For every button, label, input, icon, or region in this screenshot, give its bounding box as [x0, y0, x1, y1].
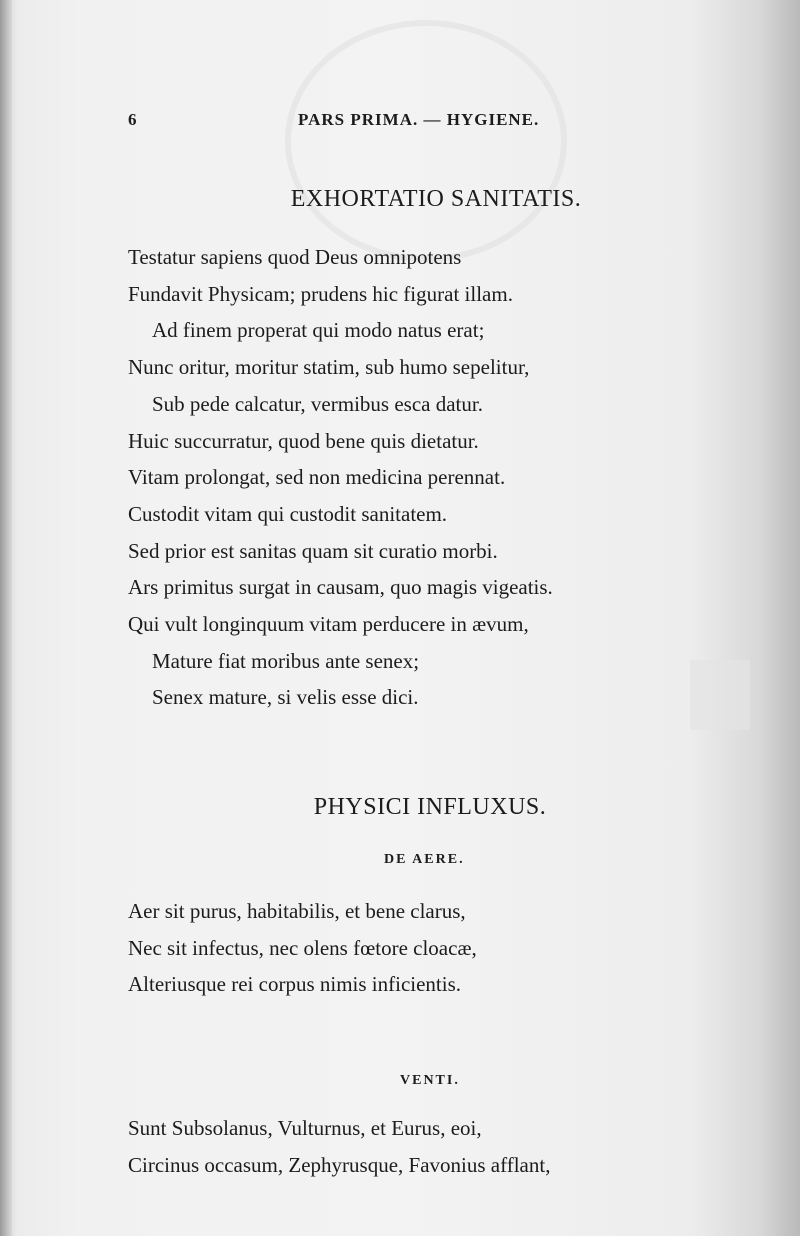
verse-line: Senex mature, si velis esse dici.: [152, 685, 419, 710]
verse-line: Fundavit Physicam; prudens hic figurat illam.: [128, 281, 513, 306]
section-title-exhortatio: EXHORTATIO SANITATIS.: [290, 186, 582, 212]
running-head: PARS PRIMA. — HYGIENE.: [298, 110, 540, 129]
verse-line: Sub pede calcatur, vermibus esca datur.: [152, 391, 483, 416]
verse-line: Qui vult longinquum vitam perducere in ævum,: [128, 612, 529, 637]
page-header: [128, 110, 688, 134]
verse-line: Circinus occasum, Zephyrusque, Favonius afflant,: [128, 1152, 551, 1177]
verse-line: Nunc oritur, moritur statim, sub humo sepelitur,: [128, 355, 530, 380]
page-gutter-shadow: [0, 0, 12, 1236]
verse-line: Alteriusque rei corpus nimis inficientis.: [128, 972, 462, 997]
verse-line: Aer sit purus, habitabilis, et bene clarus,: [128, 899, 466, 923]
verse-line: Ad finem properat qui modo natus erat;: [152, 318, 485, 343]
verse-line: Sunt Subsolanus, Vulturnus, et Eurus, eoi,: [128, 1116, 482, 1140]
verse-de-aere: [128, 893, 728, 1003]
verse-exhortatio: [128, 239, 728, 716]
verse-line: Mature fiat moribus ante senex;: [152, 648, 420, 673]
verse-line: Huic succurratur, quod bene quis dietatur.: [128, 428, 479, 453]
verse-line: Nec sit infectus, nec olens fœtore cloacæ,: [128, 935, 477, 960]
section-title-physici: PHYSICI INFLUXUS.: [313, 794, 547, 820]
verse-line: Testatur sapiens quod Deus omnipotens: [128, 245, 462, 269]
verse-line: Vitam prolongat, sed non medicina perennat.: [128, 465, 506, 490]
page-number: 6: [128, 110, 138, 129]
verse-line: Sed prior est sanitas quam sit curatio morbi.: [128, 538, 498, 563]
subheading-venti: VENTI.: [400, 1073, 460, 1088]
verse-venti: [128, 1110, 728, 1183]
subheading-de-aere: DE AERE.: [384, 852, 465, 867]
verse-line: Custodit vitam qui custodit sanitatem.: [128, 501, 448, 526]
verse-line: Ars primitus surgat in causam, quo magis vigeatis.: [128, 575, 553, 600]
bleed-through-seal: [285, 20, 567, 262]
